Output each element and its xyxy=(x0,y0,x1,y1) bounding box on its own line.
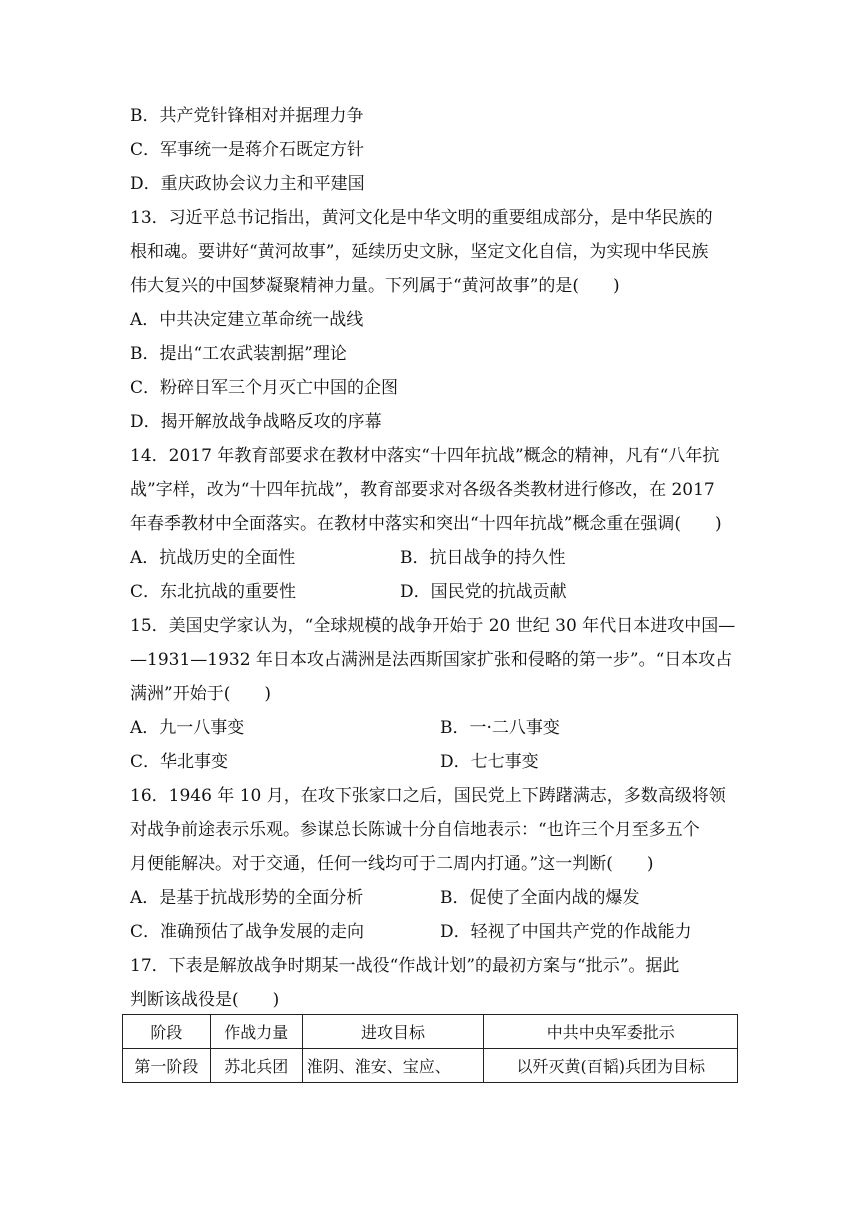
table-header-cell: 进攻目标 xyxy=(302,1015,484,1049)
q14-stem-line-2: 战”字样，改为“十四年抗战”，教育部要求对各级各类教材进行修改，在 2017 xyxy=(130,480,715,500)
q16-stem-line-3: 月便能解决。对于交通，任何一线均可于二周内打通。”这一判断( ) xyxy=(130,854,654,874)
q16-option-a: A．是基于抗战形势的全面分析 xyxy=(130,888,364,908)
q14-option-b: B．抗日战争的持久性 xyxy=(400,548,566,568)
q15-option-a: A．九一八事变 xyxy=(130,718,245,738)
q14-option-a: A．抗战历史的全面性 xyxy=(130,548,296,568)
table-cell: 以歼灭黄(百韬)兵团为目标 xyxy=(484,1049,738,1083)
q13-stem-line-1: 13．习近平总书记指出，黄河文化是中华文明的重要组成部分，是中华民族的 xyxy=(130,208,713,228)
table-cell: 淮阴、淮安、宝应、 xyxy=(302,1049,484,1083)
q15-option-c: C．华北事变 xyxy=(130,752,229,772)
q15-stem-line-2: —1931—1932 年日本攻占满洲是法西斯国家扩张和侵略的第一步”。“日本攻占 xyxy=(130,650,733,670)
q13-stem-line-2: 根和魂。要讲好“黄河故事”，延续历史文脉，坚定文化自信，为实现中华民族 xyxy=(130,242,709,262)
table-cell: 苏北兵团 xyxy=(210,1049,302,1083)
q15-stem-line-1: 15．美国史学家认为，“全球规模的战争开始于 20 世纪 30 年代日本进攻中国— xyxy=(130,616,736,636)
q12-option-c: C．军事统一是蒋介石既定方针 xyxy=(130,140,365,160)
q13-stem-line-3: 伟大复兴的中国梦凝聚精神力量。下列属于“黄河故事”的是( ) xyxy=(130,276,620,296)
q16-stem-line-2: 对战争前途表示乐观。参谋总长陈诚十分自信地表示：“也许三个月至多五个 xyxy=(130,820,700,840)
table-header-row xyxy=(123,1015,738,1049)
q13-option-c: C．粉碎日军三个月灭亡中国的企图 xyxy=(130,378,399,398)
q14-option-d: D．国民党的抗战贡献 xyxy=(400,582,567,602)
battle-plan-table xyxy=(122,1014,738,1083)
table-header-cell: 作战力量 xyxy=(210,1015,302,1049)
q13-option-a: A．中共决定建立革命统一战线 xyxy=(130,310,364,330)
q17-stem-line-2: 判断该战役是( ) xyxy=(130,990,280,1010)
table-row xyxy=(123,1049,738,1083)
q17-stem-line-1: 17．下表是解放战争时期某一战役“作战计划”的最初方案与“批示”。据此 xyxy=(130,956,680,976)
q15-stem-line-3: 满洲”开始于( ) xyxy=(130,684,271,704)
q16-option-d: D．轻视了中国共产党的作战能力 xyxy=(440,922,692,942)
table-cell: 第一阶段 xyxy=(123,1049,211,1083)
table-header-cell: 阶段 xyxy=(123,1015,211,1049)
q14-option-c: C．东北抗战的重要性 xyxy=(130,582,297,602)
q12-option-b: B．共产党针锋相对并据理力争 xyxy=(130,106,364,126)
q16-stem-line-1: 16．1946 年 10 月，在攻下张家口之后，国民党上下踌躇满志，多数高级将领 xyxy=(130,786,726,806)
q15-option-d: D．七七事变 xyxy=(440,752,539,772)
table-header-cell: 中共中央军委批示 xyxy=(484,1015,738,1049)
q16-option-c: C．准确预估了战争发展的走向 xyxy=(130,922,365,942)
q14-stem-line-1: 14．2017 年教育部要求在教材中落实“十四年抗战”概念的精神，凡有“八年抗 xyxy=(130,446,720,466)
q12-option-d: D．重庆政协会议力主和平建国 xyxy=(130,174,365,194)
q14-stem-line-3: 年春季教材中全面落实。在教材中落实和突出“十四年抗战”概念重在强调( ) xyxy=(130,514,722,534)
q13-option-b: B．提出“工农武装割据”理论 xyxy=(130,344,347,364)
q15-option-b: B．一·二八事变 xyxy=(440,718,560,738)
q16-option-b: B．促使了全面内战的爆发 xyxy=(440,888,640,908)
q13-option-d: D．揭开解放战争战略反攻的序幕 xyxy=(130,412,382,432)
